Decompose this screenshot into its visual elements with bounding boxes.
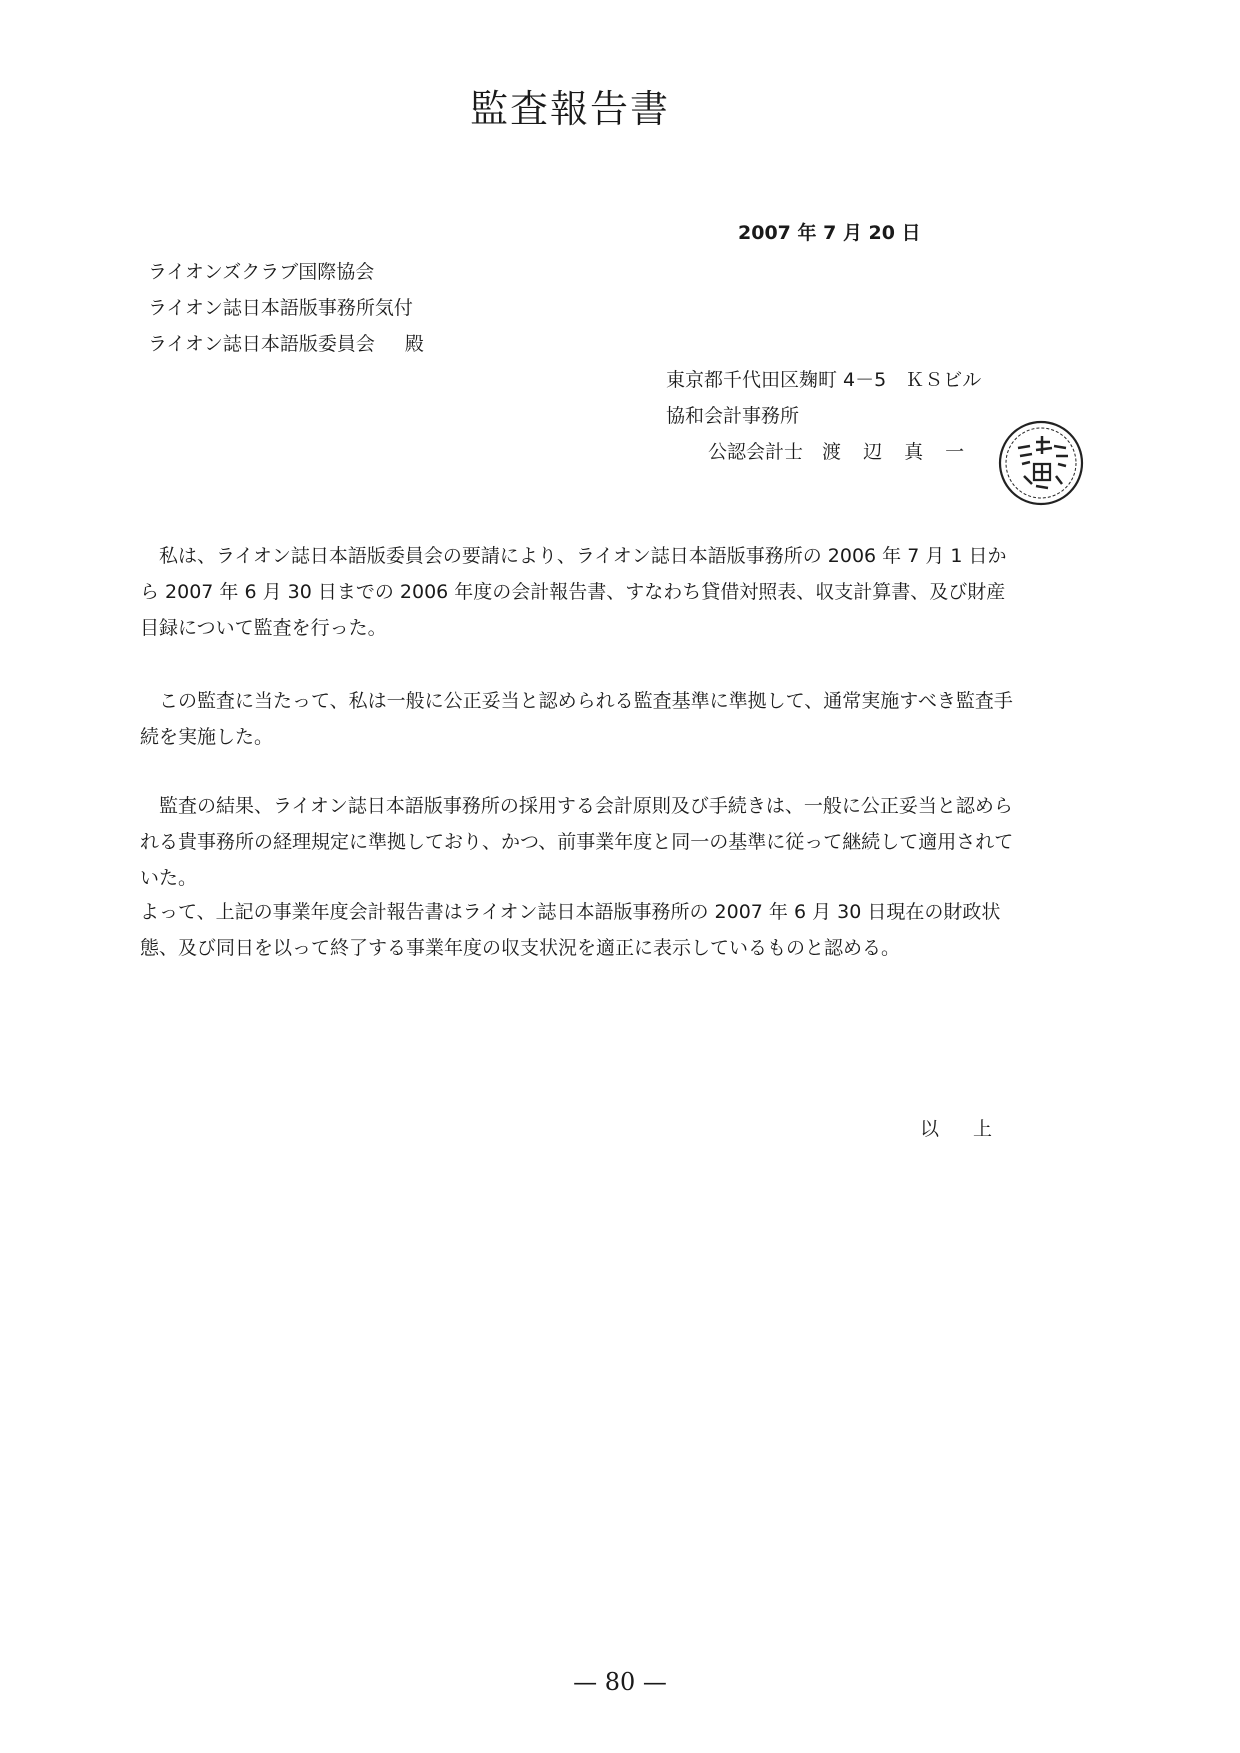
addressee-line-2: ライオン誌日本語版事務所気付 — [148, 297, 413, 319]
sender-firm: 協和会計事務所 — [666, 405, 800, 427]
addressee-honorific: 殿 — [404, 333, 424, 355]
paragraph-audit-result: 監査の結果、ライオン誌日本語版事務所の採用する会計原則及び手続きは、一般に公正妥当と認められる貴事務所の経理規定に準拠しており、かつ、前事業年度と同一の基準に従って継続して適用されていた。 — [140, 795, 1014, 889]
closing-remark: 以 上 — [920, 1118, 1007, 1140]
report-date: 2007 年 7 月 20 日 — [738, 222, 921, 244]
seal-stamp — [996, 418, 1086, 508]
document-title: 監査報告書 — [469, 87, 670, 131]
sender-role: 公認会計士 — [708, 441, 804, 463]
paragraph-audit-opinion: よって、上記の事業年度会計報告書はライオン誌日本語版事務所の 2007 年 6 月 30 日現在の財政状態、及び同日を以って終了する事業年度の収支状況を適正に表示しているものと認める。 — [140, 901, 1001, 959]
addressee-line-1: ライオンズクラブ国際協会 — [148, 261, 375, 283]
addressee-committee: ライオン誌日本語版委員会 — [148, 333, 375, 355]
paragraph-audit-standards: この監査に当たって、私は一般に公正妥当と認められる監査基準に準拠して、通常実施すべき監査手続を実施した。 — [140, 690, 1013, 748]
paragraph-audit-scope: 私は、ライオン誌日本語版委員会の要請により、ライオン誌日本語版事務所の 2006 年 7 月 1 日から 2007 年 6 月 30 日までの 2006 年度の会計報告書、すなわち貸借対照表、収支計算書、及び財産目録について監査を行った。 — [140, 545, 1007, 639]
sender-block — [666, 362, 981, 470]
page-number: — 80 — — [573, 1668, 667, 1696]
sender-signatory — [708, 434, 981, 470]
sender-address: 東京都千代田区麹町 4－5 ＫＳビル — [666, 369, 982, 391]
addressee-block — [148, 254, 424, 362]
sender-name: 渡 辺 真 一 — [822, 441, 973, 463]
addressee-line-3 — [148, 326, 424, 362]
